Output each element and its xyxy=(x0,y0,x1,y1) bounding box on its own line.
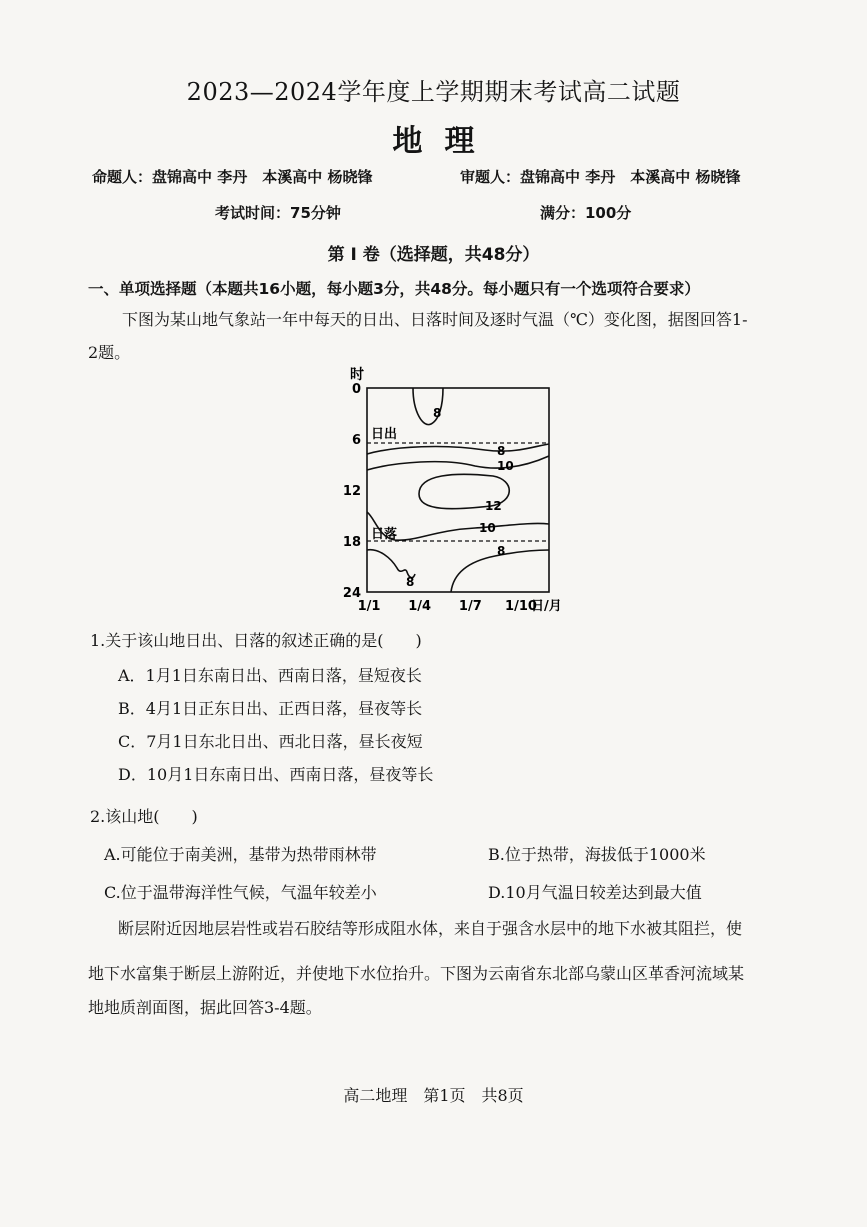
intro-2-line-1: 断层附近因地层岩性或岩石胶结等形成阻水体，来自于强含水层中的地下水被其阻拦，使 xyxy=(118,919,743,938)
sunset-label: 日落 xyxy=(371,527,398,542)
intro-1-line-2: 2题。 xyxy=(88,343,131,362)
intro-2-line-3: 地地质剖面图，据此回答3-4题。 xyxy=(88,998,322,1017)
sunrise-label: 日出 xyxy=(371,427,398,442)
contour-label-8-top: 8 xyxy=(433,406,442,420)
q1-option-a[interactable]: A．1月1日东南日出、西南日落，昼短夜长 xyxy=(118,666,422,685)
q1-stem: 1.关于该山地日出、日落的叙述正确的是( ) xyxy=(90,631,422,650)
contour-label-12: 12 xyxy=(485,499,502,513)
y-tick-label: 24 xyxy=(342,586,361,601)
intro-2-line-2: 地下水富集于断层上游附近，并使地下水位抬升。下图为云南省东北部乌蒙山区革香河流域某 xyxy=(88,964,745,983)
reviewer-line: 审题人：盘锦高中 李丹 本溪高中 杨晓锋 xyxy=(460,168,741,186)
y-tick-label: 6 xyxy=(351,433,361,448)
contour-label-8-lower-right: 8 xyxy=(497,544,506,558)
section-title: 第 Ⅰ 卷（选择题，共48分） xyxy=(327,245,540,265)
temperature-contour-chart xyxy=(335,362,575,620)
part-one-heading: 一、单项选择题（本题共16小题，每小题3分，共48分。每小题只有一个选项符合要求） xyxy=(88,280,700,298)
y-tick-label: 0 xyxy=(351,382,361,397)
subject-title: 地理 xyxy=(392,124,497,159)
x-tick-label: 1/1 xyxy=(357,599,381,614)
full-score: 满分：100分 xyxy=(540,204,632,222)
q2-option-b[interactable]: B.位于热带，海拔低于1000米 xyxy=(488,845,706,864)
q1-option-b[interactable]: B．4月1日正东日出、正西日落，昼夜等长 xyxy=(118,699,423,718)
exam-time: 考试时间：75分钟 xyxy=(215,204,341,222)
y-tick-label: 18 xyxy=(342,535,361,550)
intro-1-line-1: 下图为某山地气象站一年中每天的日出、日落时间及逐时气温（℃）变化图，据图回答1- xyxy=(122,310,748,329)
setter-line: 命题人：盘锦高中 李丹 本溪高中 杨晓锋 xyxy=(92,168,373,186)
x-ticks xyxy=(358,599,537,614)
q2-option-d[interactable]: D.10月气温日较差达到最大值 xyxy=(488,883,702,902)
x-tick-label: 1/10 xyxy=(505,599,537,614)
contour-8-upper xyxy=(367,444,549,454)
y-tick-label: 12 xyxy=(342,484,361,499)
plot-frame xyxy=(367,388,549,592)
q1-option-d[interactable]: D．10月1日东南日出、西南日落，昼夜等长 xyxy=(118,765,434,784)
contour-label-8-lower-left: 8 xyxy=(406,575,415,589)
q2-option-a[interactable]: A.可能位于南美洲，基带为热带雨林带 xyxy=(104,845,377,864)
y-ticks xyxy=(343,382,361,601)
contour-10-upper xyxy=(367,456,549,470)
q1-option-c[interactable]: C．7月1日东北日出、西北日落，昼长夜短 xyxy=(118,732,423,751)
contour-8-lower xyxy=(367,550,549,592)
q2-stem: 2.该山地( ) xyxy=(90,807,198,826)
contour-label-10-upper: 10 xyxy=(497,459,514,473)
contour-label-10-lower: 10 xyxy=(479,521,496,535)
q2-option-c[interactable]: C.位于温带海洋性气候，气温年较差小 xyxy=(104,883,377,902)
page-footer: 高二地理 第1页 共8页 xyxy=(343,1086,524,1105)
exam-title: 2023—2024学年度上学期期末考试高二试题 xyxy=(186,78,681,106)
y-axis-label: 时 xyxy=(350,367,364,383)
x-tick-label: 1/7 xyxy=(458,599,482,614)
x-tick-label: 1/4 xyxy=(408,599,432,614)
x-axis-label: 日/月 xyxy=(531,599,562,614)
contour-label-8-upper: 8 xyxy=(497,444,506,458)
